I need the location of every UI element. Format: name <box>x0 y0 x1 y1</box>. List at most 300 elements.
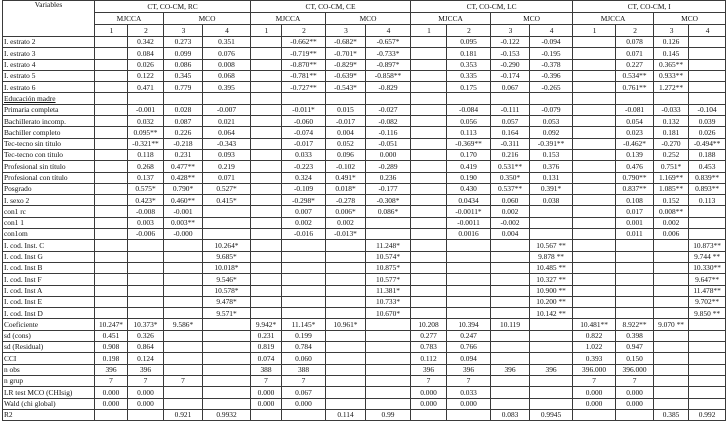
table-cell: 0.477** <box>164 161 203 172</box>
table-cell <box>326 296 366 307</box>
table-cell <box>573 127 616 138</box>
table-cell <box>95 138 128 149</box>
col-number: 1 <box>251 25 282 37</box>
table-cell: 0.015 <box>326 104 366 115</box>
table-cell <box>491 296 530 307</box>
col-number: 1 <box>95 25 128 37</box>
col-number: 2 <box>616 25 654 37</box>
table-cell <box>251 161 282 172</box>
table-cell <box>366 217 411 228</box>
table-cell: 396 <box>95 364 128 375</box>
table-cell <box>491 285 530 296</box>
table-cell: 0.139 <box>616 149 654 160</box>
table-cell <box>95 37 128 48</box>
table-cell <box>411 48 447 59</box>
table-cell <box>447 262 491 273</box>
table-cell: 0.819 <box>251 342 282 353</box>
table-cell <box>689 353 726 364</box>
row-label: Primaria completa <box>3 104 95 115</box>
table-cell: 0.170 <box>447 149 491 160</box>
table-cell <box>251 409 282 420</box>
table-cell: 0.054 <box>616 116 654 127</box>
table-cell <box>573 229 616 240</box>
table-cell: -0.111 <box>491 104 530 115</box>
table-cell: -0.094 <box>530 37 573 48</box>
col-number: 4 <box>530 25 573 37</box>
table-row <box>3 296 726 307</box>
table-cell <box>411 37 447 48</box>
table-cell: -0.017 <box>282 138 326 149</box>
table-cell <box>251 82 282 93</box>
table-cell <box>447 285 491 296</box>
table-cell: -0.657* <box>366 37 411 48</box>
table-cell: -0.174 <box>491 70 530 81</box>
table-cell: 7 <box>447 375 491 386</box>
table-cell <box>447 240 491 251</box>
model-header-mco: MCO <box>164 13 251 25</box>
table-cell: 0.137 <box>128 172 164 183</box>
table-cell <box>573 82 616 93</box>
table-row <box>3 127 726 138</box>
table-cell: 0.067 <box>282 387 326 398</box>
table-cell <box>447 251 491 262</box>
table-cell <box>366 398 411 409</box>
table-cell <box>251 149 282 160</box>
table-cell: -0.223 <box>282 161 326 172</box>
table-cell <box>282 274 326 285</box>
table-cell: 8.922** <box>616 319 654 330</box>
col-number: 2 <box>128 25 164 37</box>
table-cell <box>491 93 530 104</box>
table-cell: -0.074 <box>282 127 326 138</box>
table-cell <box>95 82 128 93</box>
table-cell <box>411 206 447 217</box>
table-cell <box>654 251 689 262</box>
table-cell: 10.208 <box>411 319 447 330</box>
table-row <box>3 274 726 285</box>
table-cell: 10.018* <box>203 262 251 273</box>
table-cell: 0.124 <box>128 353 164 364</box>
table-cell: 0.822 <box>573 330 616 341</box>
table-cell <box>654 375 689 386</box>
table-cell: -0.017 <box>326 116 366 127</box>
table-cell: 0.000 <box>411 398 447 409</box>
table-cell <box>164 240 203 251</box>
table-cell <box>689 319 726 330</box>
table-cell: 0.534** <box>616 70 654 81</box>
row-label: I. estrato 5 <box>3 70 95 81</box>
table-cell <box>411 116 447 127</box>
table-cell <box>689 48 726 59</box>
table-cell: 0.008** <box>654 206 689 217</box>
table-cell: 0.231 <box>164 149 203 160</box>
table-cell <box>573 104 616 115</box>
table-cell: 10.394 <box>447 319 491 330</box>
table-cell <box>411 82 447 93</box>
table-cell: 0.000 <box>366 149 411 160</box>
table-cell: 0.345 <box>164 70 203 81</box>
table-cell: 0.839** <box>689 172 726 183</box>
table-cell <box>128 274 164 285</box>
table-cell: 0.351 <box>203 37 251 48</box>
table-cell: 0.003** <box>164 217 203 228</box>
table-cell: 10.142 ** <box>530 308 573 319</box>
col-number: 3 <box>326 25 366 37</box>
table-row <box>3 262 726 273</box>
table-cell: 0.038 <box>530 195 573 206</box>
table-cell: 7 <box>282 375 326 386</box>
variables-header: Variables <box>3 1 95 37</box>
table-cell <box>491 240 530 251</box>
table-cell: 0.086 <box>164 59 203 70</box>
table-cell: 0.181 <box>654 127 689 138</box>
row-label: Wald (chi global) <box>3 398 95 409</box>
table-cell: -0.104 <box>689 104 726 115</box>
table-cell: -0.289 <box>366 161 411 172</box>
table-cell <box>203 364 251 375</box>
table-row <box>3 93 726 104</box>
table-cell: 0.114 <box>326 409 366 420</box>
table-cell: 0.277 <box>411 330 447 341</box>
table-cell <box>95 240 128 251</box>
table-cell: -0.781** <box>282 70 326 81</box>
table-cell <box>326 330 366 341</box>
table-cell: 7 <box>95 375 128 386</box>
table-cell <box>654 398 689 409</box>
table-cell: 10.574* <box>366 251 411 262</box>
table-cell: 0.076 <box>203 48 251 59</box>
table-cell: 0.992 <box>689 409 726 420</box>
table-cell: 0.000 <box>251 398 282 409</box>
table-row <box>3 229 726 240</box>
table-cell: 0.921 <box>164 409 203 420</box>
table-cell: 0.531** <box>491 161 530 172</box>
table-cell: 0.231 <box>251 330 282 341</box>
table-cell <box>411 296 447 307</box>
table-cell: 0.086* <box>366 206 411 217</box>
table-cell: 0.071 <box>203 172 251 183</box>
table-cell: 9.942* <box>251 319 282 330</box>
table-cell <box>251 104 282 115</box>
table-cell <box>491 342 530 353</box>
model-header-mco: MCO <box>491 13 573 25</box>
table-cell: 0.122 <box>128 70 164 81</box>
table-cell <box>530 387 573 398</box>
table-cell: 0.385 <box>654 409 689 420</box>
table-cell: -0.719** <box>282 48 326 59</box>
table-cell: 0.071 <box>616 48 654 59</box>
table-cell: -0.462* <box>616 138 654 149</box>
table-cell: 10.875* <box>366 262 411 273</box>
table-cell: 7 <box>128 375 164 386</box>
table-cell: 0.226 <box>164 127 203 138</box>
regression-table <box>2 0 726 421</box>
table-cell <box>654 342 689 353</box>
table-cell <box>411 229 447 240</box>
table-cell <box>326 262 366 273</box>
table-cell: 0.236 <box>366 172 411 183</box>
table-cell: 0.113 <box>689 195 726 206</box>
table-cell: 396 <box>411 364 447 375</box>
table-cell: -0.195 <box>530 48 573 59</box>
table-cell <box>366 319 411 330</box>
table-cell: -0.829 <box>366 82 411 93</box>
table-cell <box>326 398 366 409</box>
table-cell <box>411 127 447 138</box>
col-number: 3 <box>654 25 689 37</box>
table-cell: -0.011* <box>282 104 326 115</box>
table-cell: 10.247* <box>95 319 128 330</box>
table-cell: 0.028 <box>164 104 203 115</box>
table-cell: 9.744 ** <box>689 251 726 262</box>
table-cell: 7 <box>251 375 282 386</box>
row-label: Profesional sin título <box>3 161 95 172</box>
table-cell: 0.453 <box>689 161 726 172</box>
table-cell <box>251 37 282 48</box>
table-cell <box>164 285 203 296</box>
table-row <box>3 59 726 70</box>
table-cell: 0.132 <box>654 116 689 127</box>
table-cell <box>95 116 128 127</box>
table-cell <box>164 330 203 341</box>
table-cell <box>689 229 726 240</box>
row-label: I. estrato 4 <box>3 59 95 70</box>
table-cell <box>164 398 203 409</box>
table-cell: 1.169** <box>654 172 689 183</box>
table-cell: 10.481** <box>573 319 616 330</box>
table-cell <box>573 285 616 296</box>
row-label: Profesional con título <box>3 172 95 183</box>
table-cell: 0.039 <box>689 116 726 127</box>
table-cell: 10.670* <box>366 308 411 319</box>
table-cell: 0.342 <box>128 37 164 48</box>
table-cell: 0.033 <box>282 149 326 160</box>
table-cell <box>530 353 573 364</box>
table-cell: 9.685* <box>203 251 251 262</box>
table-cell: 0.0434 <box>447 195 491 206</box>
row-label: Posgrado <box>3 183 95 194</box>
table-cell <box>95 206 128 217</box>
table-cell: -0.727** <box>282 82 326 93</box>
table-cell: 396 <box>447 364 491 375</box>
row-label: n grup <box>3 375 95 386</box>
table-cell <box>616 409 654 420</box>
table-cell <box>616 308 654 319</box>
row-label: I. cod. Inst G <box>3 251 95 262</box>
table-cell <box>326 274 366 285</box>
table-cell: 0.000 <box>95 398 128 409</box>
table-cell <box>95 296 128 307</box>
table-cell: 0.460** <box>164 195 203 206</box>
table-cell <box>491 387 530 398</box>
table-cell <box>689 93 726 104</box>
table-cell <box>689 217 726 228</box>
table-cell: 9.850 ** <box>689 308 726 319</box>
table-cell <box>251 308 282 319</box>
table-cell: 0.227 <box>616 59 654 70</box>
table-cell: 0.064 <box>203 127 251 138</box>
table-cell <box>689 364 726 375</box>
table-cell <box>616 251 654 262</box>
table-cell <box>616 262 654 273</box>
table-cell <box>251 229 282 240</box>
table-row <box>3 183 726 194</box>
table-cell: -0.027 <box>366 104 411 115</box>
table-cell <box>95 274 128 285</box>
table-cell <box>251 183 282 194</box>
table-cell <box>689 342 726 353</box>
table-cell: 10.578* <box>203 285 251 296</box>
table-cell <box>366 330 411 341</box>
table-cell: 0.181 <box>447 48 491 59</box>
table-cell: 396 <box>530 364 573 375</box>
table-cell <box>530 206 573 217</box>
table-cell <box>654 353 689 364</box>
table-cell <box>251 127 282 138</box>
table-cell <box>411 161 447 172</box>
table-row <box>3 375 726 386</box>
table-cell: 0.428** <box>164 172 203 183</box>
table-cell: 0.423* <box>128 195 164 206</box>
table-cell: 0.084 <box>128 48 164 59</box>
table-cell <box>251 206 282 217</box>
col-number: 4 <box>689 25 726 37</box>
col-number: 2 <box>447 25 491 37</box>
table-cell: 9.702** <box>689 296 726 307</box>
model-header-mjcca: MJCCA <box>95 13 164 25</box>
table-cell: 0.112 <box>411 353 447 364</box>
table-cell <box>251 217 282 228</box>
table-cell <box>95 93 128 104</box>
table-cell: 0.108 <box>616 195 654 206</box>
table-cell: 0.471 <box>128 82 164 93</box>
table-cell: 0.087 <box>164 116 203 127</box>
table-cell: 396 <box>491 364 530 375</box>
table-cell: 10.330** <box>689 262 726 273</box>
table-cell: 396.000 <box>616 364 654 375</box>
row-label: Bachillerato incomp. <box>3 116 95 127</box>
row-label: I. cod. Inst B <box>3 262 95 273</box>
row-label: I. cod. Inst E <box>3 296 95 307</box>
table-cell: -0.002 <box>491 217 530 228</box>
table-cell: 0.052 <box>326 138 366 149</box>
table-cell: -0.701* <box>326 48 366 59</box>
table-cell: 0.094 <box>447 353 491 364</box>
table-cell: 9.546* <box>203 274 251 285</box>
table-cell <box>366 364 411 375</box>
row-label: Bachiller completo <box>3 127 95 138</box>
table-cell: -0.001 <box>164 206 203 217</box>
table-cell <box>411 274 447 285</box>
col-number: 3 <box>164 25 203 37</box>
table-cell <box>128 285 164 296</box>
table-cell: -0.060 <box>282 116 326 127</box>
table-cell: -0.153 <box>491 48 530 59</box>
table-cell: 0.000 <box>447 398 491 409</box>
table-row <box>3 70 726 81</box>
row-label: I. estrato 3 <box>3 48 95 59</box>
table-cell <box>530 375 573 386</box>
table-cell <box>411 59 447 70</box>
row-label: sd (Residual) <box>3 342 95 353</box>
table-cell: 0.150 <box>616 353 654 364</box>
table-cell <box>95 217 128 228</box>
table-row <box>3 353 726 364</box>
table-cell <box>573 251 616 262</box>
row-label: R2 <box>3 409 95 420</box>
table-cell <box>95 409 128 420</box>
table-cell <box>251 262 282 273</box>
table-cell: -0.0011 <box>447 217 491 228</box>
table-cell: 0.9945 <box>530 409 573 420</box>
table-cell <box>689 398 726 409</box>
table-cell: 10.900 ** <box>530 285 573 296</box>
table-cell: 0.131 <box>530 172 573 183</box>
table-cell <box>573 409 616 420</box>
table-cell: 0.002 <box>326 217 366 228</box>
table-cell <box>203 217 251 228</box>
table-cell: -0.494** <box>689 138 726 149</box>
table-cell <box>95 308 128 319</box>
table-cell: 0.092 <box>530 127 573 138</box>
table-cell: 388 <box>282 364 326 375</box>
table-row <box>3 161 726 172</box>
table-cell: -0.369** <box>447 138 491 149</box>
table-cell: 1.022 <box>573 342 616 353</box>
table-cell <box>411 195 447 206</box>
table-row <box>3 308 726 319</box>
table-cell: 0.001 <box>616 217 654 228</box>
table-cell: 0.326 <box>128 330 164 341</box>
table-cell <box>164 387 203 398</box>
table-cell: 0.365** <box>654 59 689 70</box>
table-cell <box>573 262 616 273</box>
table-cell <box>491 330 530 341</box>
table-cell: 0.164 <box>491 127 530 138</box>
table-cell <box>95 104 128 115</box>
table-cell: -0.270 <box>654 138 689 149</box>
table-cell: 0.790** <box>616 172 654 183</box>
row-label: I. cod. Inst. C <box>3 240 95 251</box>
table-cell <box>530 342 573 353</box>
table-cell: 0.068 <box>203 70 251 81</box>
table-cell: 0.060 <box>491 195 530 206</box>
table-cell: 0.198 <box>95 353 128 364</box>
table-cell <box>530 319 573 330</box>
table-cell <box>128 308 164 319</box>
table-cell <box>616 296 654 307</box>
table-cell: 0.000 <box>573 387 616 398</box>
table-cell: 10.485 ** <box>530 262 573 273</box>
table-cell: -0.082 <box>366 116 411 127</box>
table-cell: 10.264* <box>203 240 251 251</box>
table-cell: 0.057 <box>491 116 530 127</box>
table-cell <box>251 172 282 183</box>
table-cell <box>491 251 530 262</box>
table-cell: 9.571* <box>203 308 251 319</box>
table-cell: 0.219 <box>203 161 251 172</box>
table-cell: 0.175 <box>447 82 491 93</box>
table-cell <box>689 206 726 217</box>
col-number: 2 <box>282 25 326 37</box>
table-cell <box>282 93 326 104</box>
table-cell: -0.897* <box>366 59 411 70</box>
table-row <box>3 206 726 217</box>
table-cell <box>530 93 573 104</box>
table-cell <box>326 251 366 262</box>
table-cell: -0.298* <box>282 195 326 206</box>
table-cell <box>573 70 616 81</box>
